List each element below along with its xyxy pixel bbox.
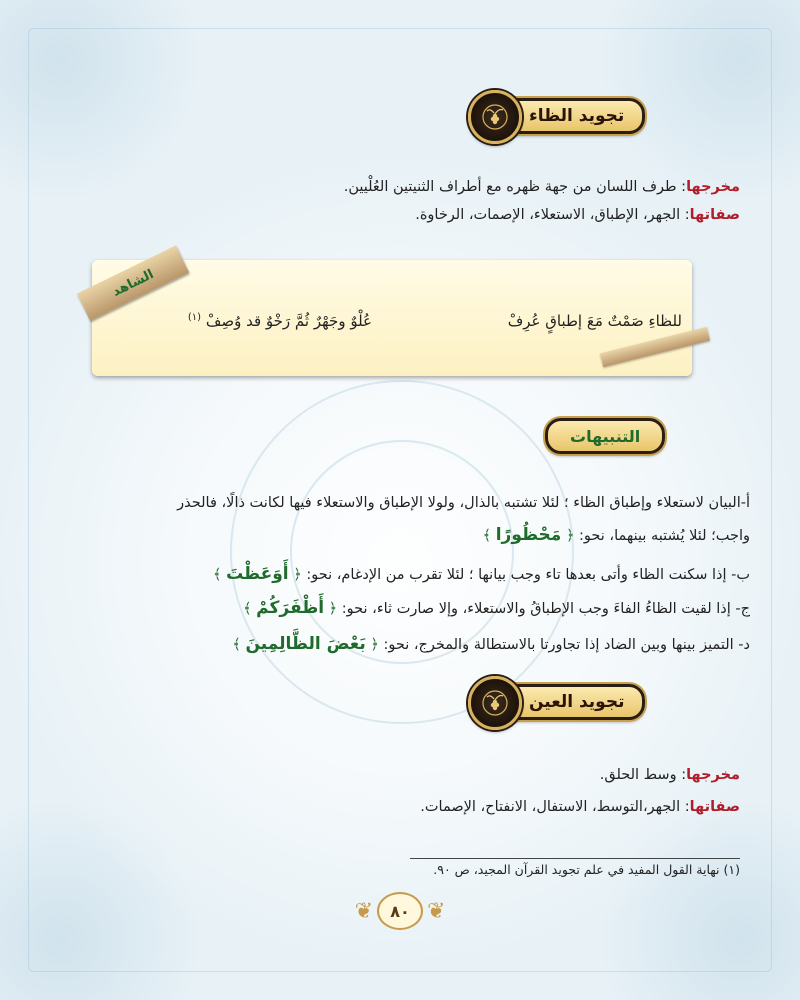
quran-bracket-close: ﴾ (243, 601, 252, 617)
tanbih-c-text: ج- إذا لقيت الظاءُ الفاءَ وجب الإطباقُ والاستعلاء، وإلا صارت ثاء، نحو: (341, 601, 750, 617)
grape-vine-medallion-icon (468, 676, 522, 730)
makhraj-label: مخرجها (686, 767, 740, 783)
makhraj-label: مخرجها (686, 179, 740, 195)
sifat-line-zaa (60, 204, 740, 226)
swirl-ornament-icon: ❦ (354, 898, 373, 924)
section-header-ain (482, 682, 645, 722)
section-title-tanbihat: التنبيهات (545, 418, 665, 454)
sifat-line-ain (60, 796, 740, 818)
quran-bracket-close: ﴾ (232, 637, 241, 653)
quran-bracket-close: ﴾ (212, 567, 222, 583)
quran-bracket-open: ﴿ (370, 637, 379, 653)
footnote-mark: (١) (187, 312, 202, 323)
section-header-zaa (482, 96, 645, 136)
quran-word-a: مَحْظُورًا (495, 525, 562, 545)
swirl-ornament-icon: ❦ (427, 898, 446, 924)
sifat-text: : الجهر، الإطباق، الاستعلاء، الإصمات، الرخاوة. (415, 207, 690, 223)
makhraj-text: : طرف اللسان من جهة ظهره مع أطراف الثنيتين العُلْيين. (343, 179, 687, 195)
quran-word-b: أَوَعَظْتَ (226, 564, 289, 584)
poem-verse-left-text: عُلْوٌ وجَهْرٌ ثُمَّ رَخْوٌ قد وُصِفْ (205, 312, 372, 330)
grape-vine-medallion-icon (468, 90, 522, 144)
quran-word-c: أَظْفَرَكُمْ (256, 598, 325, 618)
tanbih-b-text: ب- إذا سكنت الظاء وأتى بعدها تاء وجب بيانها ؛ لئلا تقرب من الإدغام، نحو: (306, 567, 750, 583)
sifat-label: صفاتها (689, 207, 740, 223)
tanbih-a-line1: أ-البيان لاستعلاء وإطباق الظاء ؛ لئلا تشتبه بالذال، ولولا الإطباق والاستعلاء فيها لكانت ذالًا، فالحذر (177, 495, 750, 511)
quran-word-d: بَعْضَ الظَّالِمِينَ (245, 634, 366, 654)
tanbih-d (60, 633, 750, 656)
makhraj-line-ain (60, 764, 740, 786)
sifat-label: صفاتها (689, 799, 740, 815)
page-number-ornament (330, 886, 470, 936)
tanbih-c (60, 597, 750, 620)
page-number: ٨٠ (377, 892, 423, 930)
tanbih-d-text: د- التميز بينها وبين الضاد إذا تجاورتا بالاستطالة والمخرج، نحو: (383, 637, 750, 653)
sifat-text: : الجهر،التوسط، الاستفال، الانفتاح، الإصمات. (420, 799, 690, 815)
quran-bracket-open: ﴿ (565, 528, 575, 544)
tanbih-a-text: واجب؛ لئلا يُشتبه بينهما، نحو: (579, 528, 750, 544)
poem-verse-right: للظاءِ صَمْتٌ مَعَ إطباقٍ عُرِفْ (507, 312, 682, 330)
quran-bracket-open: ﴿ (328, 601, 338, 617)
tanbih-a-line2 (60, 524, 750, 547)
quran-bracket-close: ﴾ (482, 528, 492, 544)
makhraj-line-zaa (60, 176, 740, 198)
poem-ribbon-label: الشاهد (109, 266, 157, 300)
section-title-ain: تجويد العين (482, 684, 645, 720)
section-title-zaa: تجويد الظاء (482, 98, 645, 134)
tanbih-b (60, 563, 750, 586)
poem-verse-left (188, 312, 372, 330)
footnote: (١) نهاية القول المفيد في علم تجويد القرآن المجيد، ص ٩٠. (433, 862, 740, 877)
makhraj-text: : وسط الحلق. (599, 767, 687, 783)
background-ornament-inner (290, 440, 514, 664)
footnote-divider (410, 858, 740, 859)
quran-bracket-open: ﴿ (293, 567, 302, 583)
